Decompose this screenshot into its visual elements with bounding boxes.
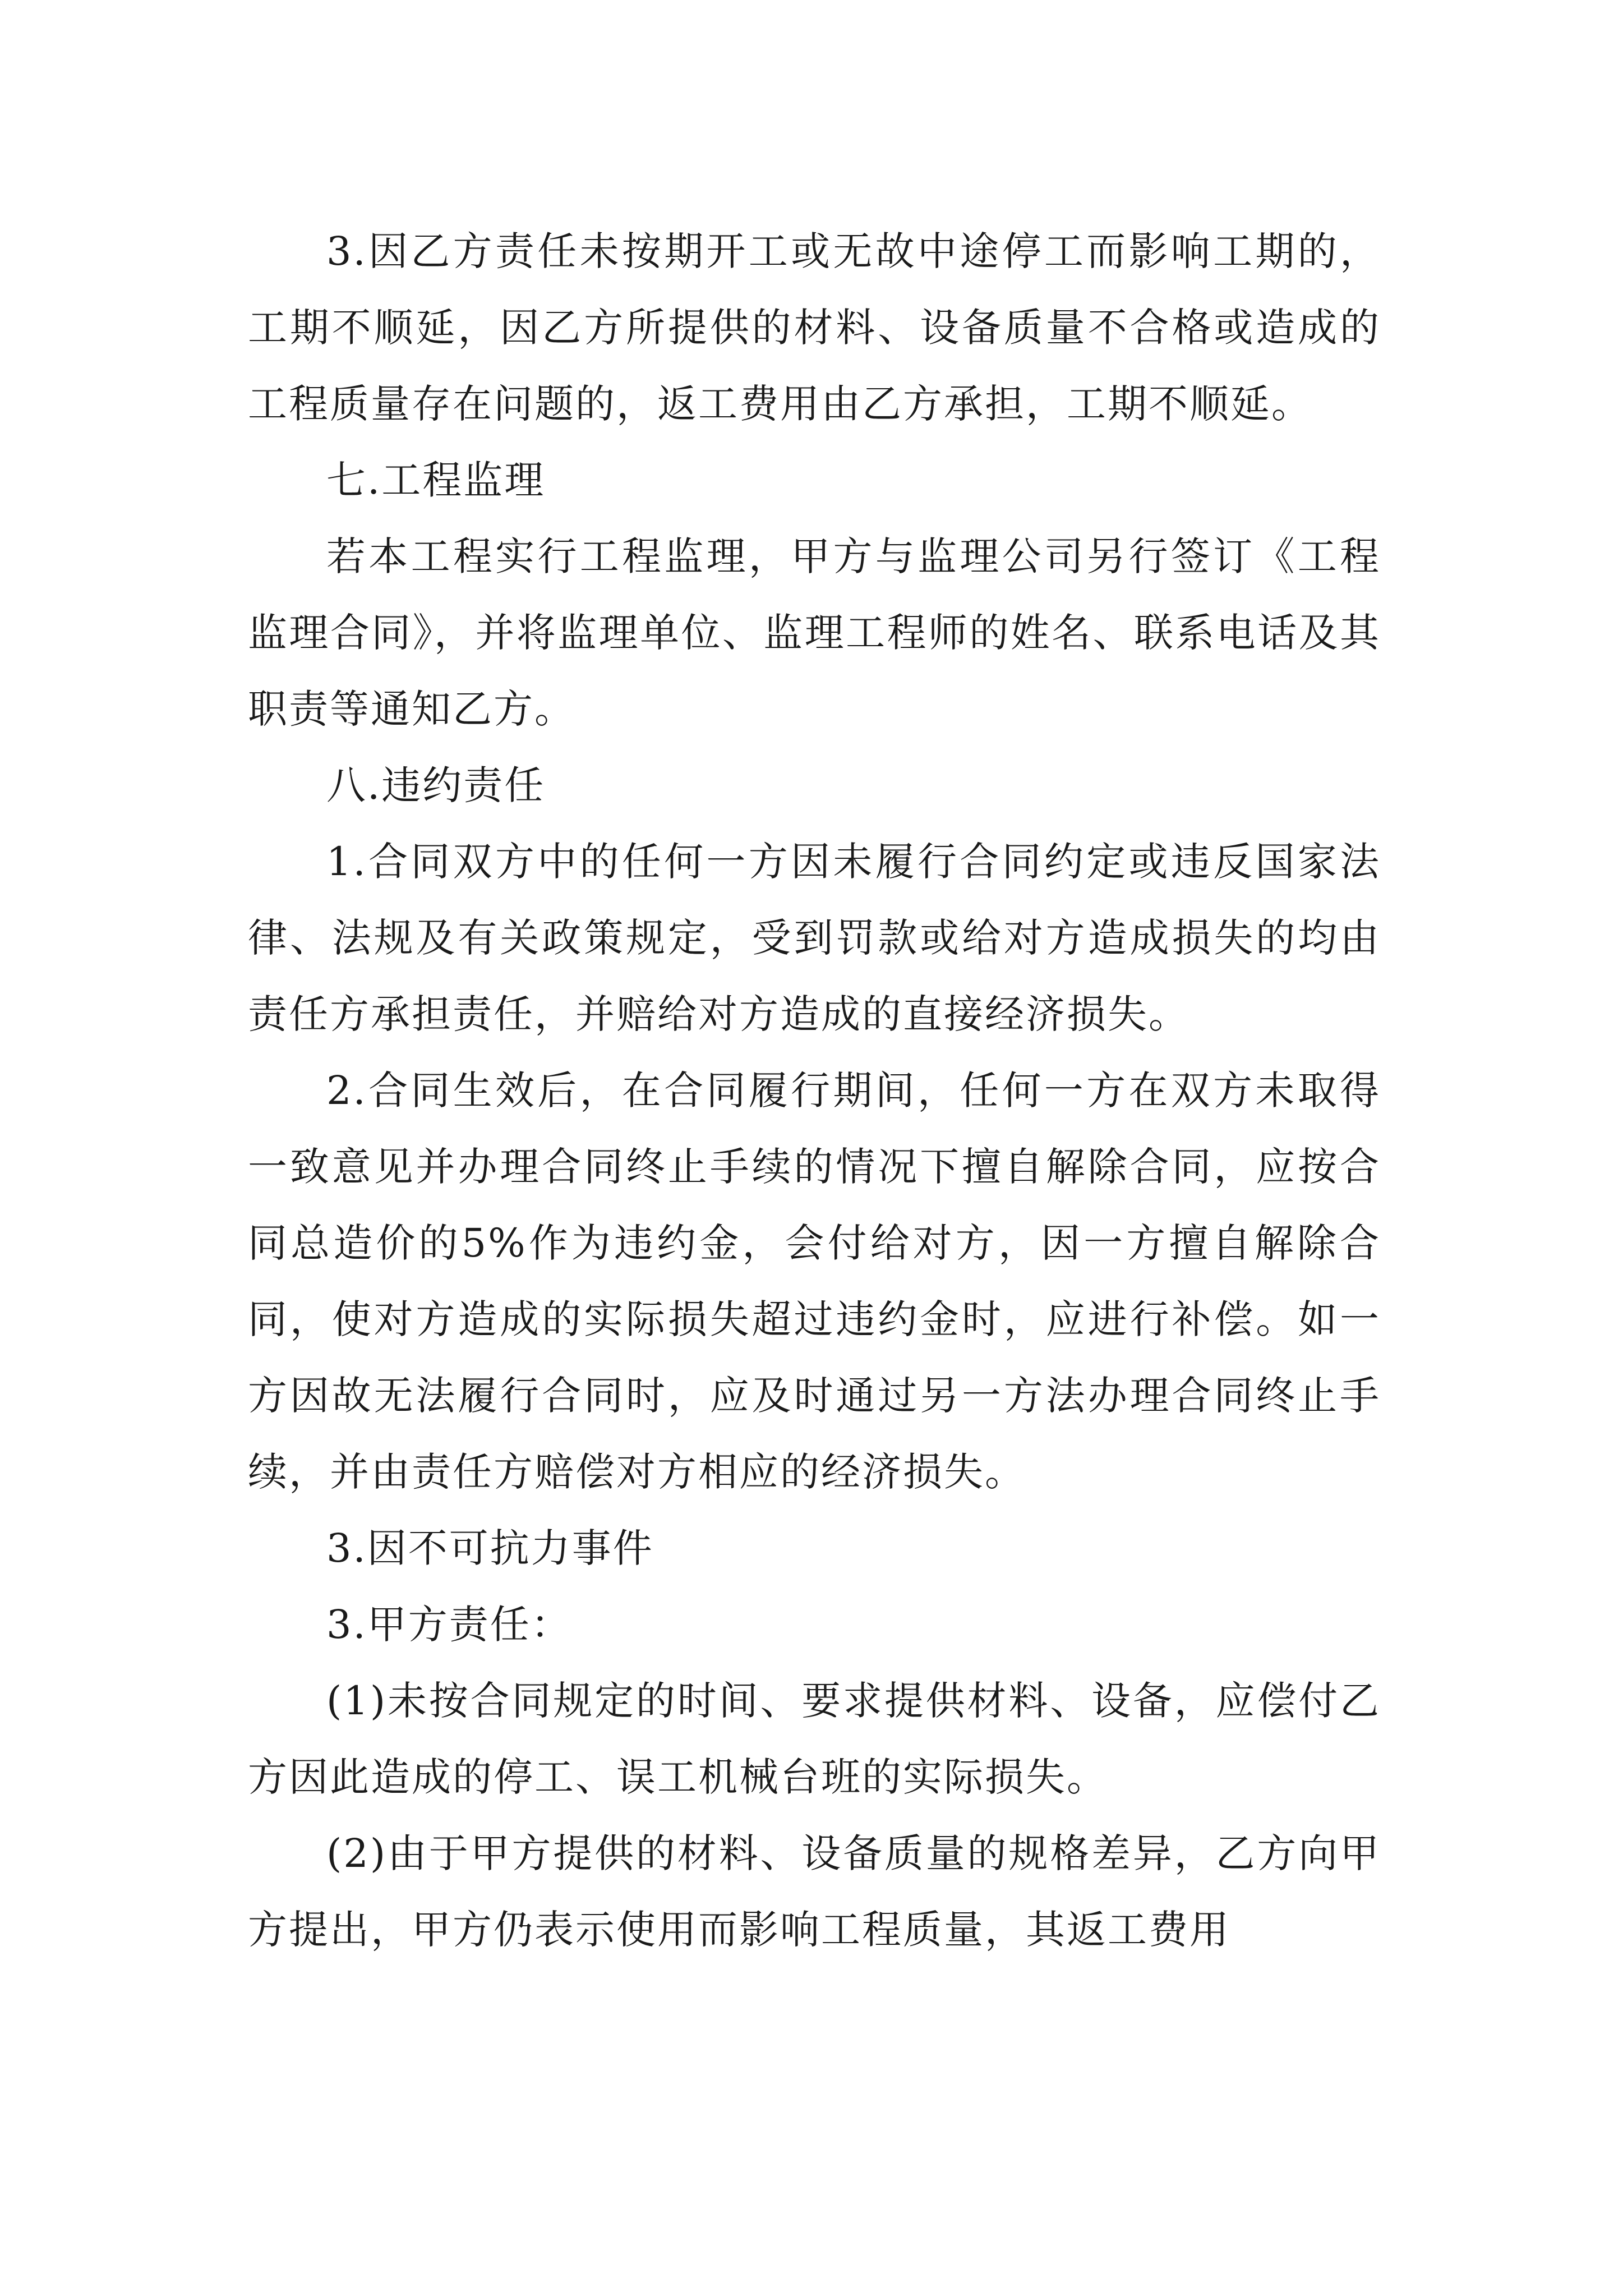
clause-8-2: 2.合同生效后，在合同履行期间，任何一方在双方未取得一致意见并办理合同终止手续的情况下擅自解除合同，应按合同总造价的5%作为违约金，会付给对方，因一方擅自解除合同，使对方造成的实际损失超过违约金时，应进行补偿。如一方因故无法履行合同时，应及时通过另一方法办理合同终止手续，并由责任方赔偿对方相应的经济损失。 xyxy=(248,1068,1381,1495)
section-7-body: 若本工程实行工程监理，甲方与监理公司另行签订《工程监理合同》，并将监理单位、监理工程师的姓名、联系电话及其职责等通知乙方。 xyxy=(248,533,1381,732)
clause-8-3b: 3.甲方责任： xyxy=(326,1602,572,1648)
section-7-heading: 七.工程监理 xyxy=(326,457,546,503)
clause-6-3: 3.因乙方责任未按期开工或无故中途停工而影响工期的，工期不顺延，因乙方所提供的材料、设备质量不合格或造成的工程质量存在问题的，返工费用由乙方承担，工期不顺延。 xyxy=(248,228,1381,427)
document-body xyxy=(248,213,1381,1968)
section-8-heading: 八.违约责任 xyxy=(326,762,546,808)
clause-8-3b-1: (1)未按合同规定的时间、要求提供材料、设备，应偿付乙方因此造成的停工、误工机械台班的实际损失。 xyxy=(248,1678,1381,1800)
clause-8-3b-2: (2)由于甲方提供的材料、设备质量的规格差异，乙方向甲方提出，甲方仍表示使用而影响工程质量，其返工费用 xyxy=(248,1830,1381,1953)
clause-8-1: 1.合同双方中的任何一方因未履行合同约定或违反国家法律、法规及有关政策规定，受到罚款或给对方造成损失的均由责任方承担责任，并赔给对方造成的直接经济损失。 xyxy=(248,839,1381,1037)
clause-8-3a: 3.因不可抗力事件 xyxy=(326,1525,654,1571)
